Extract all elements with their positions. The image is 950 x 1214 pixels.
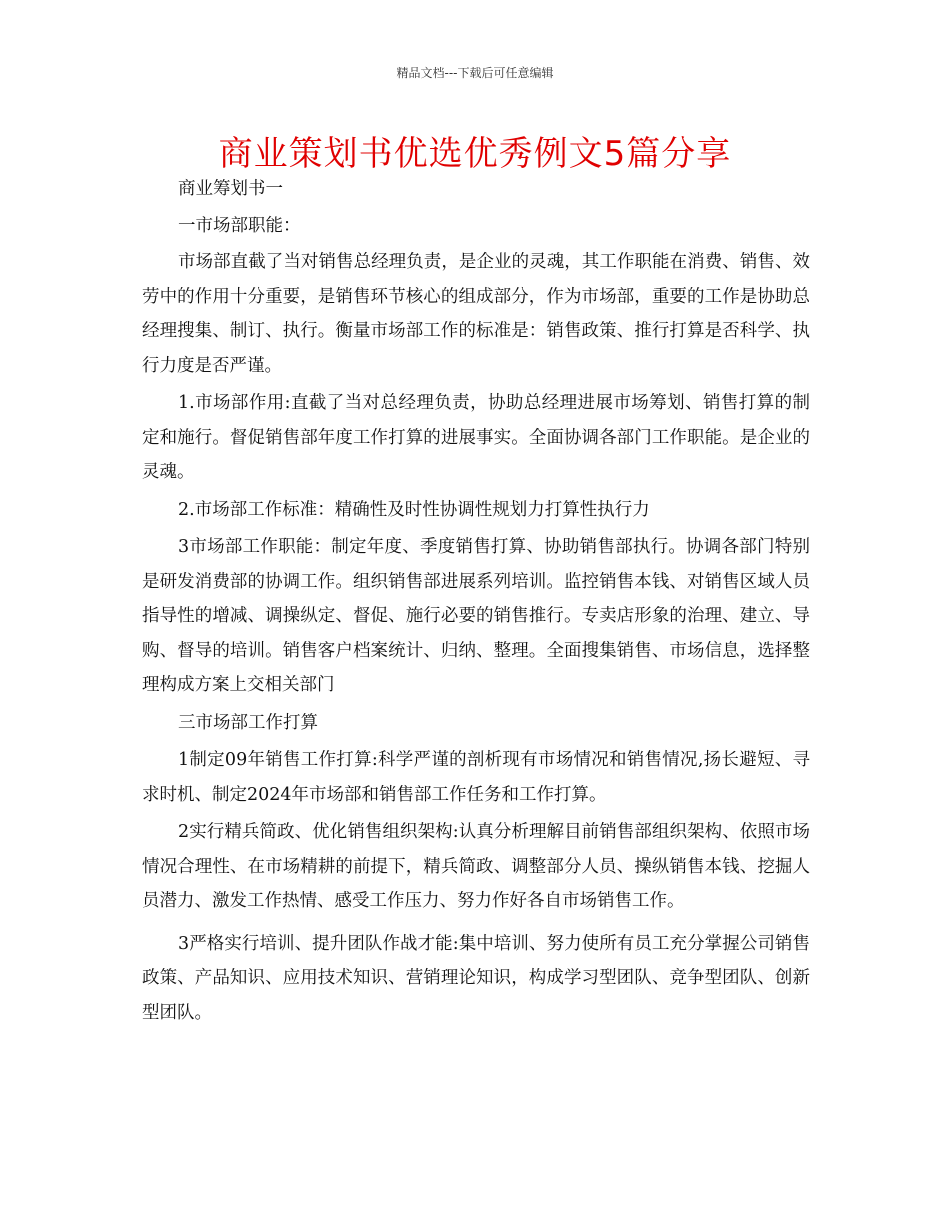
document-title: 商业策划书优选优秀例文5篇分享 [218,134,732,174]
section-heading-plan-one: 商业筹划书一 [178,179,283,199]
header-note: 精品文档---下载后可任意编辑 [396,66,554,80]
paragraph-plan-item-3: 3严格实行培训、提升团队作战才能:集中培训、努力使所有员工充分掌握公司销售政策、产品知识、应用技术知识、营销理论知识，构成学习型团队、竞争型团队、创新型团队。 [142,933,810,1023]
paragraph-market-duties: 3市场部工作职能：制定年度、季度销售打算、协助销售部执行。协调各部门特别是研发消费部的协调工作。组织销售部进展系列培训。监控销售本钱、对销售区域人员指导性的增减、调操纵定、督促、施行必要的销售推行。专卖店形象的治理、建立、导购、督导的培训。销售客户档案统计、归纳、整理。全面搜集销售、市场信息，选择整理构成方案上交相关部门 [142,537,810,695]
section-heading-work-plan: 三市场部工作打算 [178,712,318,733]
section-heading-market-functions: 一市场部职能： [178,215,301,236]
paragraph-plan-item-1: 1制定09年销售工作打算:科学严谨的剖析现有市场情况和销售情况,扬长避短、寻求时机、制定2024年市场部和销售部工作任务和工作打算。 [142,750,810,805]
paragraph-plan-item-2: 2实行精兵简政、优化销售组织架构:认真分析理解目前销售部组织架构、依照市场情况合理性、在市场精耕的前提下，精兵简政、调整部分人员、操纵销售本钱、挖掘人员潜力、激发工作热情、感受工作压力、努力作好各自市场销售工作。 [142,822,810,911]
document-body [142,172,810,1033]
paragraph-market-standards: 2.市场部工作标准：精确性及时性协调性规划力打算性执行力 [178,499,650,520]
paragraph-market-overview: 市场部直截了当对销售总经理负责，是企业的灵魂，其工作职能在消费、销售、效劳中的作用十分重要，是销售环节核心的组成部分，作为市场部，重要的工作是协助总经理搜集、制订、执行。衡量市场部工作的标准是：销售政策、推行打算是否科学、执行力度是否严谨。 [142,252,810,376]
paragraph-market-role: 1.市场部作用:直截了当对总经理负责，协助总经理进展市场筹划、销售打算的制定和施行。督促销售部年度工作打算的进展事实。全面协调各部门工作职能。是企业的灵魂。 [142,393,810,482]
